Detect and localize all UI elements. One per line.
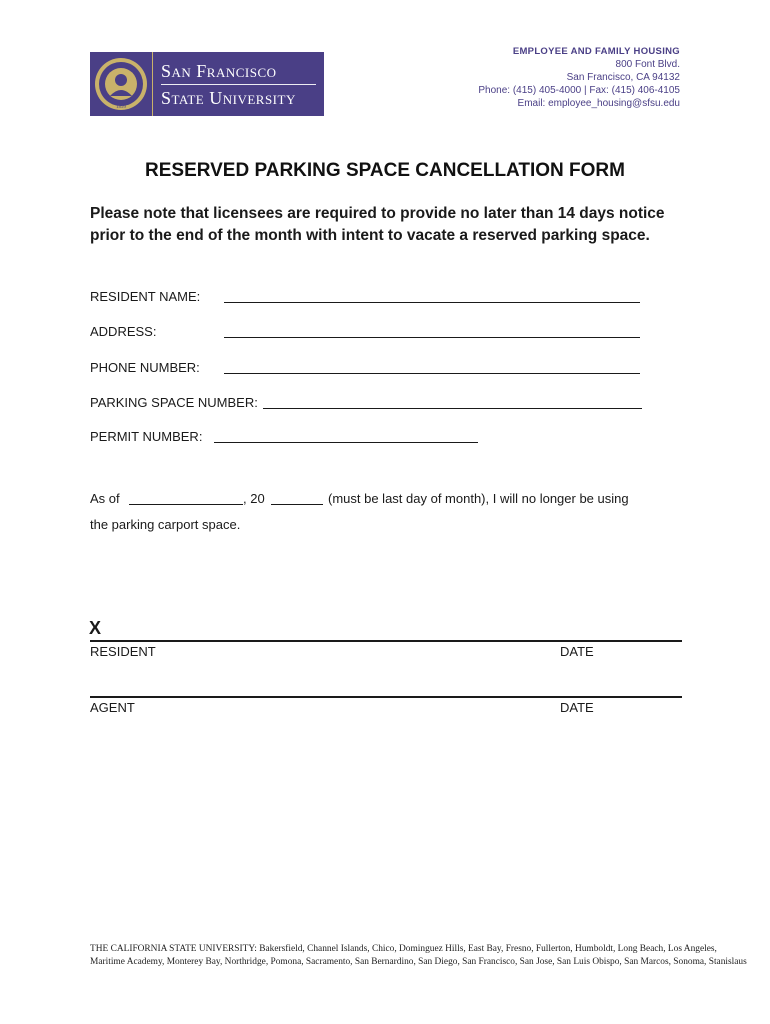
logo-line-2: State University (161, 87, 296, 108)
address-label: ADDRESS: (90, 324, 157, 339)
year-field[interactable] (271, 504, 323, 505)
email-address: Email: employee_housing@sfsu.edu (517, 98, 680, 109)
as-of-date-field[interactable] (129, 504, 243, 505)
phone-number-field[interactable] (224, 373, 640, 374)
statement-text-line-2: the parking carport space. (90, 517, 241, 532)
parking-space-field[interactable] (263, 408, 642, 409)
signature-x-mark: X (89, 618, 102, 638)
resident-label: RESIDENT (90, 644, 156, 659)
as-of-label: As of (90, 491, 120, 506)
resident-date-label: DATE (560, 644, 594, 659)
logo-divider (161, 84, 316, 85)
agent-signature-line[interactable] (90, 696, 682, 698)
address-line-1: 800 Font Blvd. (615, 59, 680, 70)
phone-fax: Phone: (415) 405-4000 | Fax: (415) 406-4105 (478, 85, 680, 96)
department-name: EMPLOYEE AND FAMILY HOUSING (512, 46, 680, 57)
permit-number-field[interactable] (214, 442, 478, 443)
footer-line-2: Maritime Academy, Monterey Bay, Northridge, Pomona, Sacramento, San Bernardino, San Diego, San Francisco, San Jose, San Luis Obispo, San Marcos, Sonoma, Stanislaus (90, 957, 747, 967)
logo-wordmark (152, 52, 324, 116)
resident-name-label: RESIDENT NAME: (90, 289, 201, 304)
permit-number-label: PERMIT NUMBER: (90, 429, 203, 444)
address-field[interactable] (224, 337, 640, 338)
address-line-2: San Francisco, CA 94132 (566, 72, 680, 83)
contact-block (478, 45, 680, 110)
notice-text: Please note that licensees are required to provide no later than 14 days notice prior to the end of the month with intent to vacate a reserved parking space. (90, 205, 665, 244)
year-prefix-label: , 20 (243, 491, 265, 506)
resident-name-field[interactable] (224, 302, 640, 303)
agent-label: AGENT (90, 700, 135, 715)
university-logo (90, 52, 324, 116)
form-title: RESERVED PARKING SPACE CANCELLATION FORM (145, 160, 625, 181)
parking-space-label: PARKING SPACE NUMBER: (90, 395, 258, 410)
resident-signature-line[interactable] (90, 640, 682, 642)
statement-text: (must be last day of month), I will no longer be using (328, 491, 629, 506)
agent-date-label: DATE (560, 700, 594, 715)
phone-number-label: PHONE NUMBER: (90, 360, 200, 375)
logo-line-1: San Francisco (161, 60, 277, 81)
university-seal-icon (90, 52, 152, 116)
csu-campuses-footer (90, 943, 747, 969)
footer-line-1: THE CALIFORNIA STATE UNIVERSITY: Bakersfield, Channel Islands, Chico, Dominguez Hills, East Bay, Fresno, Fullerton, Humboldt, Long Beach, Los Angeles, (90, 944, 717, 954)
seal-year: 1899 (116, 105, 126, 110)
